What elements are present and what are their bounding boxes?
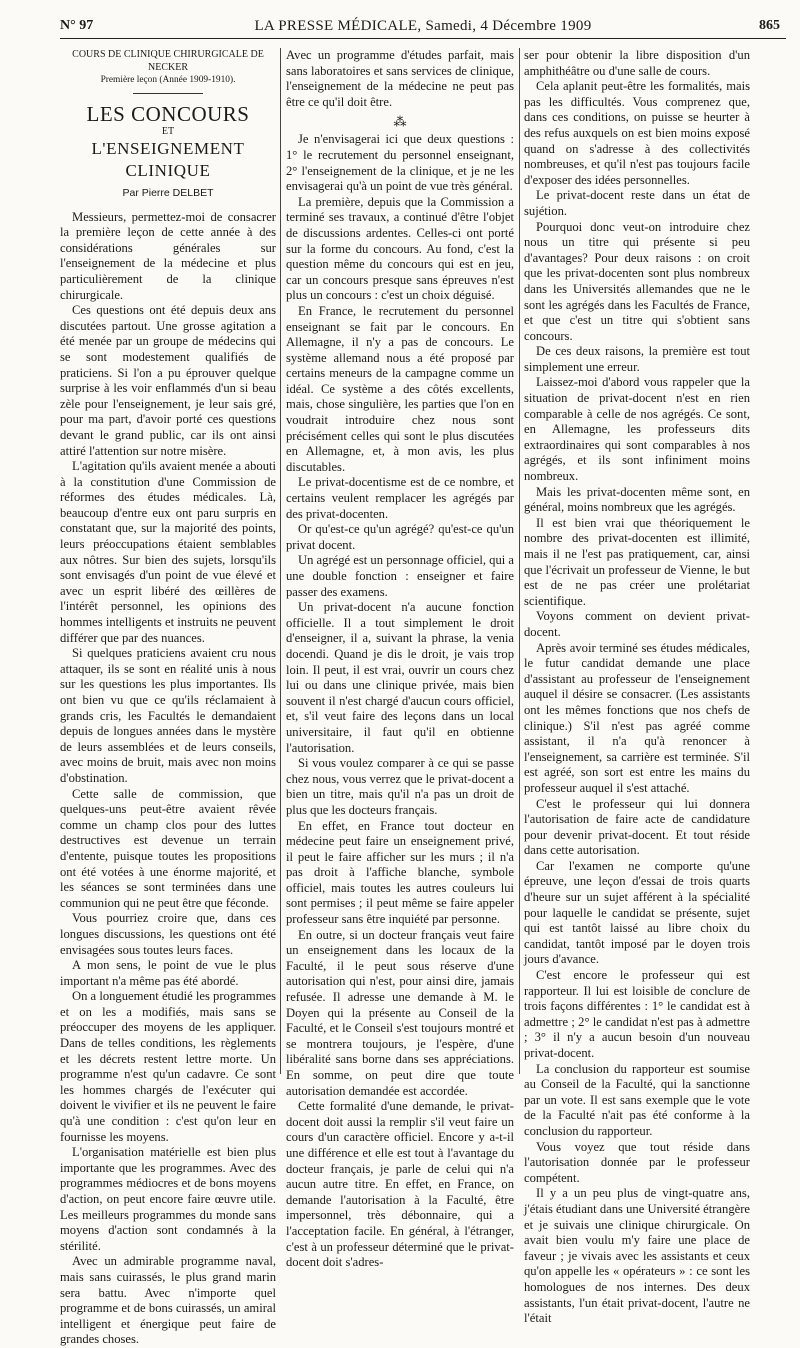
paragraph: Cette salle de commission, que quelques-uns peut-être avaient rêvée comme un champ clos pour des luttes destructives est devenue un terrain d'entente, puisque toutes les propositions ont été votées à une énorme majorité, et les séances se sont terminées dans une communion qui ne peut être que féconde.: [60, 786, 276, 910]
page-header: [60, 16, 786, 39]
column-3-body: [524, 48, 750, 1327]
paragraph: Ces questions ont été depuis deux ans discutées partout. Une grosse agitation a été menée par un groupe de médecins qui se sont modestement qualifiés de praticiens. Si l'on a pu éprouver quelque surprise à les voir enflammés d'un si beau zèle pour l'enseignement, je leur sais gré, pour ma part, d'avoir porté ces questions devant le grand public, car ils ont ainsi attiré l'attention sur notre misère.: [60, 303, 276, 458]
paragraph: En outre, si un docteur français veut faire un enseignement dans les locaux de la Faculté, il le peut sous réserve d'une autorisation qui n'est, pour ainsi dire, jamais refusée. Il adresse une demande à M. le Doyen qui la présente au Conseil de la Faculté, et le Conseil s'est toujours montré et se montrera toujours, je l'espère, d'une libéralité sans borne dans ses appréciations. En somme, on peut dire que toute autorisation demandée est accordée.: [286, 927, 514, 1098]
paragraph: Or qu'est-ce qu'un agrégé? qu'est-ce qu'un privat docent.: [286, 522, 514, 552]
column-1: [60, 48, 276, 1347]
paragraph: Si quelques praticiens avaient cru nous attaquer, ils se sont en réalité unis à nous sur les questions les plus importantes. Ils ont bien vu que ce qu'ils réclamaient à grands cris, les Facultés le demandaient depuis de longues années dans le mystère de leurs assemblées et de leurs conseils, avec moins de bruit, mais avec non moins d'obstination.: [60, 646, 276, 785]
paragraph: C'est le professeur qui lui donnera l'autorisation de faire acte de candidature pour devenir privat-docent. Et tout réside dans cette autorisation.: [524, 796, 750, 858]
lesson-label: Première leçon (Année 1909-1910).: [100, 75, 236, 85]
column-2-body: [286, 132, 514, 1270]
paragraph: On a longuement étudié les programmes et on les a modifiés, mais sans se préoccuper des moyens de les appliquer. Dans de telles conditions, les règlements et les décrets restent lettre morte. Un programme n'est qu'un cadavre. Ce sont les hommes chargés de l'exécuter qui doivent le vivifier et ils ne peuvent le faire qu'à une condition : c'est qu'on leur en fournisse les moyens.: [60, 989, 276, 1144]
paragraph: Mais les privat-docenten même sont, en général, moins nombreux que les agrégés.: [524, 484, 750, 515]
journal-title: LA PRESSE MÉDICALE, Samedi, 4 Décembre 1909: [254, 18, 592, 34]
paragraph: Après avoir terminé ses études médicales, le futur candidat demande une place d'assistant au professeur de l'enseignement auquel il désire se consacrer. (Les assistants ont les mêmes fonctions que nos chefs de clinique.) S'il n'est pas agréé comme assistant, il n'a qu'à renoncer à l'enseignement, sa carrière est terminée. S'il est agréé, son sort est entre les mains du professeur auquel il s'est attaché.: [524, 640, 750, 795]
paragraph: Je n'envisagerai ici que deux questions : 1° le recrutement du personnel enseignant, 2° l'enseignement de la clinique, et je ne les envisagerai qu'à un point de vue très général.: [286, 132, 514, 194]
paragraph: Voyons comment on devient privat-docent.: [524, 609, 750, 639]
paragraph: Le privat-docentisme est de ce nombre, et certains veulent remplacer les agrégés par des privat-docenten.: [286, 475, 514, 521]
paragraph: Avec un programme d'études parfait, mais sans laboratoires et sans services de clinique, l'enseignement de la médecine ne peut pas être ce qu'il doit être.: [286, 48, 514, 109]
paragraph: Pourquoi donc veut-on introduire chez nous un titre qui présente si peu d'avantages? Pour deux raisons : on croit que les privat-docenten sont plus nombreux dans les Universités allemandes que ne le sont les agrégés dans les Facultés de France, et que c'est un titre qui s'obtient sans concours.: [524, 219, 750, 343]
paragraph: Si vous voulez comparer à ce qui se passe chez nous, vous verrez que le privat-docent a bien un titre, mais qu'il n'a pas un droit de plus que les docteurs français.: [286, 756, 514, 817]
paragraph: Il est bien vrai que théoriquement le nombre des privat-docenten est illimité, mais il ne l'est pas pratiquement, car, ainsi que l'écrivait un professeur de Vienne, le but est de ne pas créer une prolétariat scientifique.: [524, 515, 750, 608]
section-stars: ⁂: [393, 114, 407, 130]
paragraph: L'agitation qu'ils avaient menée a abouti à la constitution d'une Commission de réformes des études médicales. Là, beaucoup d'entre eux ont paru surpris en constatant que, sur la majorité des points, leurs préoccupations étaient semblables aux nôtres. Sur bien des sujets, lorsqu'ils sont envisagés d'un point de vue élevé et avec un esprit libéré des œillères de l'intérêt personnel, les opinions des hommes intelligents et instruits ne peuvent différer que par des nuances.: [60, 459, 276, 645]
paragraph: Messieurs, permettez-moi de consacrer la première leçon de cette année à des considérations générales sur l'enseignement de la médecine et plus particulièrement de la clinique chirurgicale.: [60, 209, 276, 302]
paragraph: Un agrégé est un personnage officiel, qui a une double fonction : enseigner et faire passer des examens.: [286, 553, 514, 599]
issue-number: N° 97: [60, 18, 94, 33]
paragraph: Car l'examen ne comporte qu'une épreuve, une leçon d'essai de trois quarts d'heure sur un sujet afférent à la spécialité pour laquelle le candidat se présente, sujet qui est tantôt laissé au libre choix du candidat, tantôt imposé par le doyen trois jours d'avance.: [524, 858, 750, 967]
column-3: [524, 48, 750, 1326]
paragraph: Cette formalité d'une demande, le privat-docent doit aussi la remplir s'il veut faire un cours d'un caractère officiel. Encore y a-t-il une différence et elle est tout à l'avantage du docteur français, je parle de celui qui n'a aucun autre titre. En effet, en France, on demande l'autorisation à la Faculté, être impersonnel, très débonnaire, qui a l'acceptation facile. En général, à l'étranger, c'est à un professeur déterminé que le privat-docent doit s'adres-: [286, 1099, 514, 1270]
paragraph: Cela aplanit peut-être les formalités, mais pas les difficultés. Vous comprenez que, dans ces conditions, on puisse se heurter à des refus auxquels on est bien moins exposé quand on s'adresse à des collectivités nombreuses, et qu'il n'est pas toujours facile d'exposer des idées personnelles.: [524, 79, 750, 187]
paragraph: Un privat-docent n'a aucune fonction officielle. Il a tout simplement le droit d'enseigner, il a, suivant la phrase, la venia docendi. Quand je dis le droit, je vais trop loin. Il peut, il est vrai, ouvrir un cours chez lui ou dans une clinique privée, mais bien souvent il n'est chargé d'aucun cours officiel, et, s'il veut faire des leçons dans un local universitaire, il faut qu'il en obtienne l'autorisation.: [286, 600, 514, 755]
title-divider: [133, 93, 203, 94]
paragraph: La première, depuis que la Commission a terminé ses travaux, a continué d'être l'objet de discussions ardentes. Celles-ci ont porté sur la forme du concours. Au fond, c'est la question même du concours qui est en jeu, car un concours presque sans épreuves n'est plus un concours : c'est un choix déguisé.: [286, 194, 514, 303]
article-title-et: ET: [161, 126, 175, 137]
paragraph: Le privat-docent reste dans un état de sujétion.: [524, 188, 750, 218]
paragraph: En effet, en France tout docteur en médecine peut faire un enseignement privé, il peut le faire afficher sur les murs ; il n'a pas droit à l'affiche blanche, symbole officiel, mais toutes les autres couleurs lui sont permises ; il peut même se faire appeler professeur sans être inquiété par personne.: [286, 818, 514, 927]
paragraph: Vous voyez que tout réside dans l'autorisation donnée par le professeur compétent.: [524, 1139, 750, 1185]
article-byline: Par Pierre DELBET: [122, 187, 214, 199]
paragraph: ser pour obtenir la libre disposition d'un amphithéâtre ou d'une salle de cours.: [524, 48, 750, 78]
page-number: 865: [759, 18, 780, 33]
paragraph: De ces deux raisons, la première est tout simplement une erreur.: [524, 344, 750, 374]
column-2: [286, 48, 514, 1270]
paragraph: Il y a un peu plus de vingt-quatre ans, j'étais étudiant dans une Université étrangère et je suivais une clinique chirurgicale. On avait bien voulu m'y faire une place de faveur ; je vivais avec les assistants et ceux qu'on appelle les « opérateurs » : ce sont les homologues de nos internes. Des deux assistants, l'un était privat-docent, l'autre ne l'était: [524, 1186, 750, 1326]
article-title-line1: LES CONCOURS: [86, 102, 250, 126]
column-1-body: [60, 210, 276, 1348]
paragraph: L'organisation matérielle est bien plus importante que les programmes. Avec des programmes médiocres et de bons moyens d'action, on peut encore faire œuvre utile. Les meilleurs programmes du monde sans moyens d'action sont condamnés à la stérilité.: [60, 1145, 276, 1253]
paragraph: Laissez-moi d'abord vous rappeler que la situation de privat-docent n'est en rien comparable à celle de nos agrégés. Ce sont, en Allemagne, les professeurs dits extraordinaires qui sont comparables à nos agrégés, et ils sont infiniment moins nombreux.: [524, 375, 750, 484]
paragraph: C'est encore le professeur qui est rapporteur. Il lui est loisible de conclure de trois façons différentes : 1° le candidat est à admettre ; 2° le candidat n'est pas à admettre ; 3° il n'y a aucun besoin d'un nouveau privat-docent.: [524, 968, 750, 1060]
paragraph: La conclusion du rapporteur est soumise au Conseil de la Faculté, qui la sanctionne par un vote. Il est sans exemple que le vote de la Faculté n'ait pas été conforme à la conclusion du rapporteur.: [524, 1061, 750, 1138]
article-title-line2: L'ENSEIGNEMENT CLINIQUE: [91, 139, 245, 180]
paragraph: Avec un admirable programme naval, mais sans cuirassés, le plus grand marin sera battu. Avec n'importe quel programme et de bons cuirassés, un amiral intelligent et énergique peut faire de grandes choses.: [60, 1254, 276, 1347]
paragraph: Vous pourriez croire que, dans ces longues discussions, les questions ont été envisagées sous toutes leurs faces.: [60, 911, 276, 957]
course-name: COURS DE CLINIQUE CHIRURGICALE DE NECKER: [72, 49, 264, 73]
column-rule-2: [519, 48, 520, 1074]
column-rule-1: [280, 48, 281, 1074]
paragraph: En France, le recrutement du personnel enseignant se fait par le concours. En Allemagne, il n'y a pas de concours. Le système allemand nous a été proposé par certains meneurs de la campagne comme un idéal. Ce système a des côtés excellents, mais, chose singulière, les parties que l'on en voudrait introduire chez nous sont précisément celles qui sont le plus discutées en Allemagne, et, à mon avis, les plus discutables.: [286, 303, 514, 474]
paragraph: A mon sens, le point de vue le plus important n'a même pas été abordé.: [60, 958, 276, 988]
